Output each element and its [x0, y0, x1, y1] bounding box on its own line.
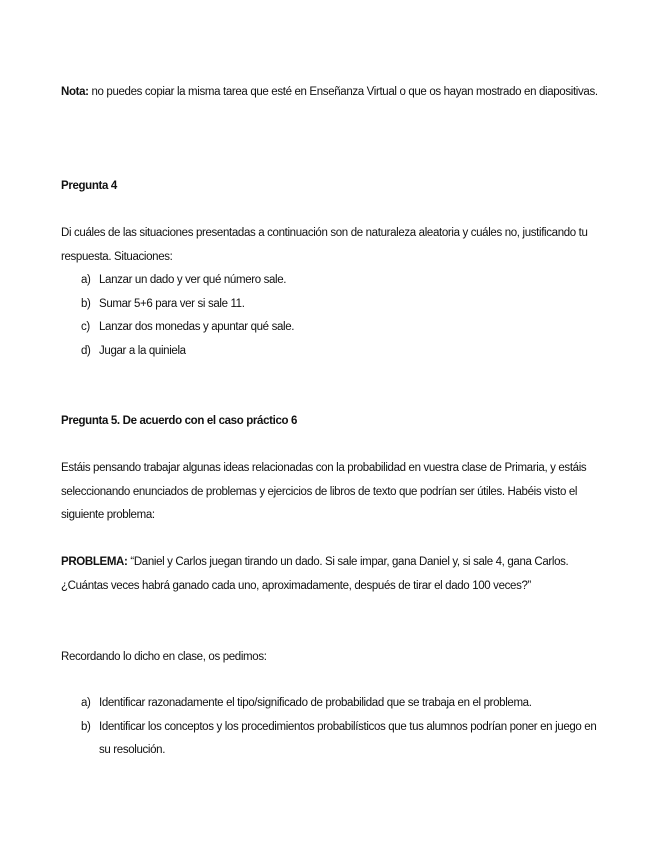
- list-marker: c): [81, 321, 90, 333]
- list-item: [61, 692, 601, 716]
- problema-label: PROBLEMA:: [61, 556, 128, 568]
- list-item: [61, 293, 601, 317]
- list-item-text: Identificar los conceptos y los procedimientos probabilísticos que tus alumnos podrían poner en juego en su resolución.: [99, 720, 597, 756]
- list-item-text: Identificar razonadamente el tipo/significado de probabilidad que se trabaja en el problema.: [99, 697, 532, 709]
- list-item-text: Lanzar un dado y ver qué número sale.: [99, 274, 287, 286]
- problema-text: “Daniel y Carlos juegan tirando un dado. Si sale impar, gana Daniel y, si sale 4, gana Carlos. ¿Cuántas veces habrá ganado cada uno, aproximadamente, después de tirar el dado 100 veces?”: [61, 556, 569, 592]
- list-marker: a): [81, 274, 91, 286]
- list-marker: b): [81, 720, 91, 733]
- pregunta4-title: Pregunta 4: [61, 180, 117, 192]
- list-item: [61, 316, 601, 340]
- pregunta5-tasks-list: [61, 692, 601, 763]
- list-item: [61, 340, 601, 364]
- list-marker: a): [81, 697, 91, 709]
- nota-text: no puedes copiar la misma tarea que esté en Enseñanza Virtual o que os hayan mostrado en diapositivas.: [88, 86, 598, 98]
- pregunta5-intro: Estáis pensando trabajar algunas ideas relacionadas con la probabilidad en vuestra clase de Primaria, y estáis seleccionando enunciados de problemas y ejercicios de libros de texto que podrían ser útiles. Habéis visto el siguiente problema:: [61, 462, 587, 521]
- list-marker: b): [81, 297, 91, 310]
- recordando-paragraph: Recordando lo dicho en clase, os pedimos:: [61, 651, 267, 663]
- pregunta4-situations-list: [61, 269, 601, 363]
- nota-label: Nota:: [61, 86, 89, 98]
- problema-paragraph: [61, 551, 601, 598]
- list-item: [61, 269, 601, 293]
- list-item-text: Jugar a la quiniela: [99, 344, 186, 357]
- list-item-text: Sumar 5+6 para ver si sale 11.: [99, 297, 245, 310]
- pregunta5-title: Pregunta 5. De acuerdo con el caso práctico 6: [61, 415, 298, 427]
- list-item-text: Lanzar dos monedas y apuntar qué sale.: [99, 321, 295, 333]
- nota-paragraph: [61, 81, 601, 105]
- list-item: [61, 716, 601, 763]
- pregunta4-intro: Di cuáles de las situaciones presentadas a continuación son de naturaleza aleatoria y cuáles no, justificando tu respuesta. Situaciones:: [61, 227, 588, 263]
- list-marker: d): [81, 344, 91, 357]
